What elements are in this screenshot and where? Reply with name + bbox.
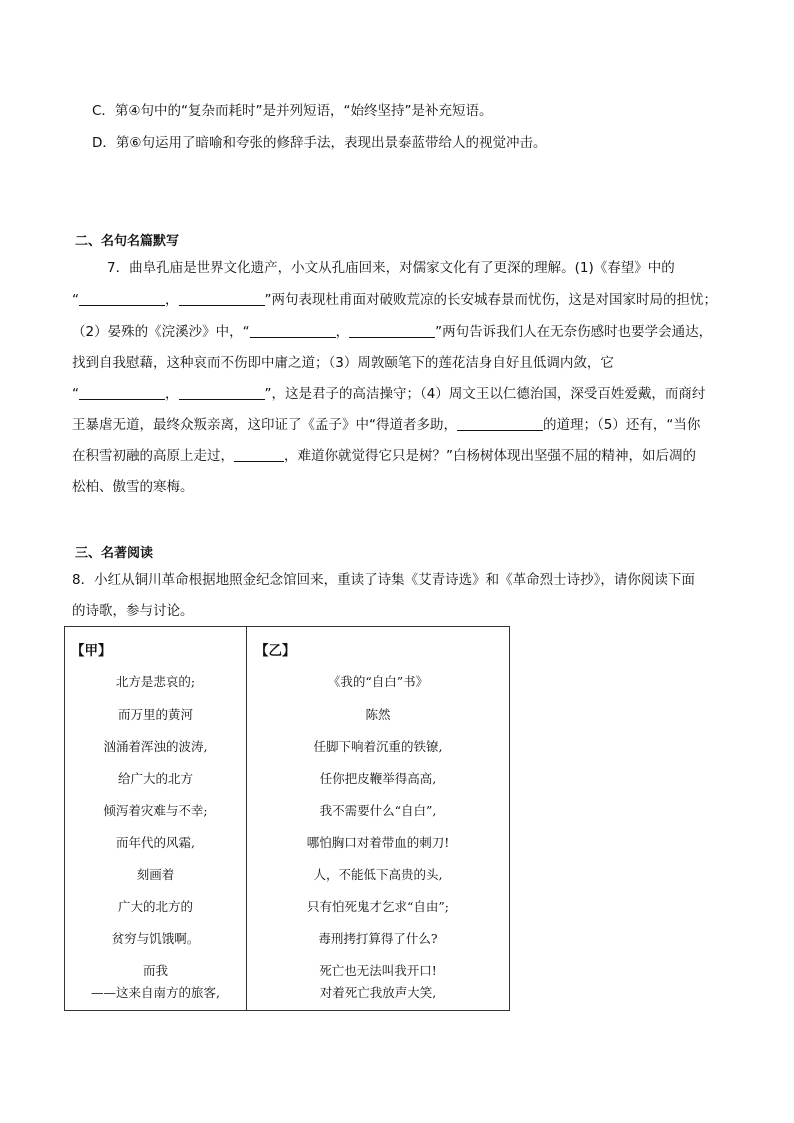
q7-line-6 xyxy=(72,415,700,435)
poem-title: 《我的“自白”书》 xyxy=(327,674,429,689)
q7-line-8: 松柏、傲雪的寒梅。 xyxy=(72,479,194,495)
poem-line: 而万里的黄河 xyxy=(117,707,193,722)
section-heading-recitation: 二、名句名篇默写 xyxy=(75,234,180,249)
poem-line: 任你把皮鞭举得高高, xyxy=(319,771,437,786)
poem-line: 对着死亡我放声大笑, xyxy=(319,985,437,1000)
text: “ xyxy=(72,386,79,402)
poem-line: 刻画着 xyxy=(136,867,175,882)
poem-line: 死亡也无法叫我开口! xyxy=(319,963,437,978)
q7-line-5 xyxy=(72,384,705,404)
poem-line: 只有怕死鬼才乞求“自由”; xyxy=(307,899,449,914)
q7-line-3 xyxy=(72,322,712,342)
poem-line: 哪怕胸口对着带血的刺刀! xyxy=(306,835,450,850)
answer-blank[interactable] xyxy=(179,291,265,306)
answer-blank[interactable] xyxy=(79,291,165,306)
text: 的道理；（5）还有，“当你 xyxy=(543,417,701,433)
q7-line-7 xyxy=(72,446,696,466)
text: （2）晏殊的《浣溪沙》中，“ xyxy=(72,324,250,340)
text: ”两句告诉我们人在无奈伤感时也要学会通达， xyxy=(435,324,713,340)
poem-table xyxy=(64,626,510,1011)
poem-line: 北方是悲哀的; xyxy=(115,674,196,689)
poem-yi-label: 【乙】 xyxy=(255,643,296,659)
answer-blank[interactable] xyxy=(349,323,435,338)
text: 在积雪初融的高原上走过， xyxy=(72,448,234,464)
answer-blank[interactable] xyxy=(250,323,336,338)
answer-blank[interactable] xyxy=(79,385,165,400)
text: “ xyxy=(72,292,79,308)
option-c: C．第④句中的“复杂而耗时”是并列短语，“始终坚持”是补充短语。 xyxy=(92,103,493,119)
poem-line: 任脚下响着沉重的铁镣, xyxy=(313,739,443,754)
poem-line: 而我 xyxy=(142,963,168,978)
section-heading-classics: 三、名著阅读 xyxy=(75,546,154,561)
q7-line-1: 7．曲阜孔庙是世界文化遗产，小文从孔庙回来，对儒家文化有了更深的理解。(1)《春望》中的 xyxy=(107,260,675,276)
poem-line: 贫穷与饥饿啊。 xyxy=(111,931,200,946)
q8-line-1: 8．小红从铜川革命根据地照金纪念馆回来，重读了诗集《艾青诗选》和《革命烈士诗抄》，请你阅读下面 xyxy=(72,572,695,588)
q7-line-4: 找到自我慰藉，这种哀而不伤即中庸之道；（3）周敦颐笔下的莲花洁身自好且低调内敛，它 xyxy=(72,355,614,371)
poem-line: 倾泻着灾难与不幸; xyxy=(103,803,208,818)
text: ， xyxy=(165,292,179,308)
text: ， xyxy=(335,324,350,340)
poem-line: ——这来自南方的旅客, xyxy=(91,985,220,1000)
poem-line: 我不需要什么“自白”, xyxy=(319,803,437,818)
poem-line: 毒刑拷打算得了什么? xyxy=(318,931,438,946)
poem-line: 广大的北方的 xyxy=(117,899,193,914)
poem-line: 而年代的风霜, xyxy=(116,835,195,850)
text: 王暴虐无道，最终众叛亲离，这印证了《孟子》中“得道者多助， xyxy=(72,417,457,433)
text: ”，这是君子的高洁操守；（4）周文王以仁德治国，深受百姓爱戴，而商纣 xyxy=(264,386,706,402)
poem-author: 陈然 xyxy=(365,707,391,722)
q8-line-2: 的诗歌，参与讨论。 xyxy=(72,603,194,619)
poem-line: 汹涌着浑浊的波涛, xyxy=(103,739,208,754)
poem-jia-label: 【甲】 xyxy=(71,643,112,659)
poem-line: 人，不能低下高贵的头, xyxy=(313,867,443,882)
answer-blank[interactable] xyxy=(234,447,284,462)
text: ”两句表现杜甫面对破败荒凉的长安城春景而忧伤，这是对国家时局的担忧； xyxy=(264,292,717,308)
text: ，难道你就觉得它只是树？”白杨树体现出坚强不屈的精神，如后凋的 xyxy=(284,448,696,464)
q7-line-2 xyxy=(72,290,717,310)
option-d: D．第⑥句运用了暗喻和夸张的修辞手法，表现出景泰蓝带给人的视觉冲击。 xyxy=(92,135,547,151)
answer-blank[interactable] xyxy=(457,416,543,431)
answer-blank[interactable] xyxy=(179,385,265,400)
poem-line: 给广大的北方 xyxy=(117,771,193,786)
text: ， xyxy=(165,386,179,402)
